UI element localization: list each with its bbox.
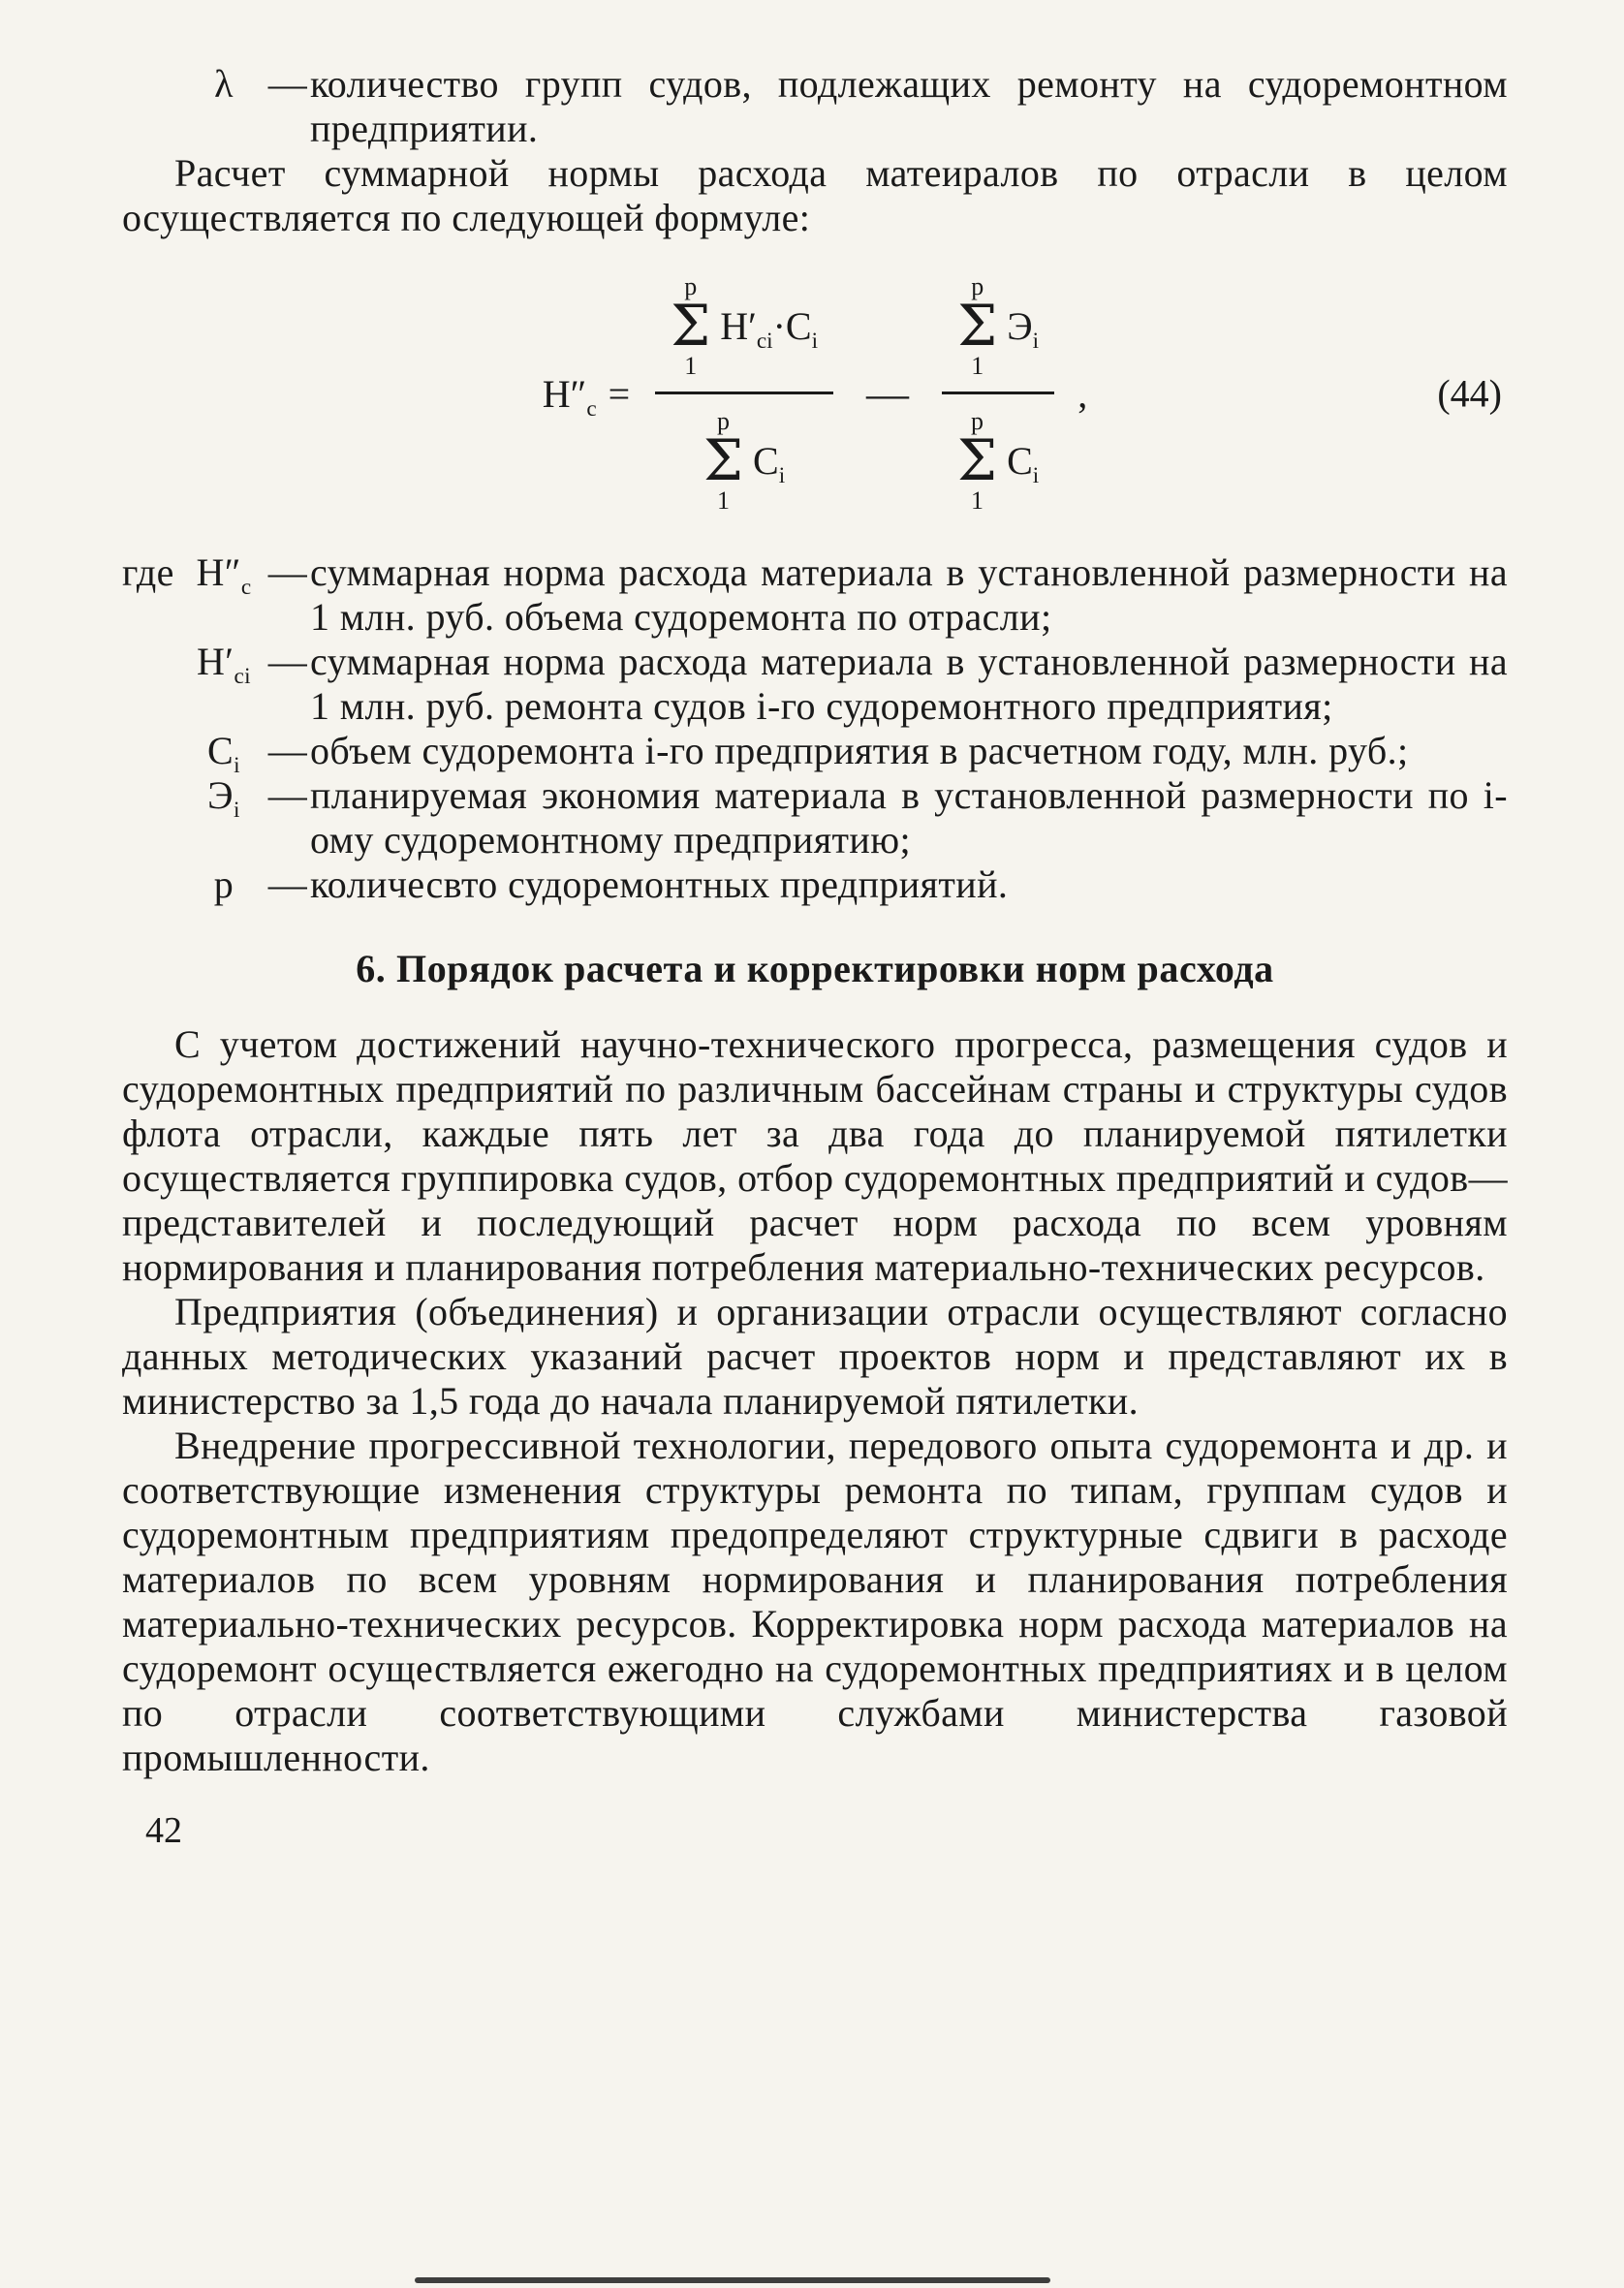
symbol-definitions-list: [122, 550, 1508, 907]
fraction-2: [942, 273, 1054, 514]
dash: —: [267, 640, 308, 684]
dash: —: [267, 773, 308, 818]
formula-lhs: [542, 371, 631, 422]
definition-row: [122, 729, 1508, 779]
section-heading: 6. Порядок расчета и корректировки норм расхода: [356, 947, 1274, 991]
symbol-subscript: i: [233, 798, 240, 824]
lambda-definition-text: количество групп судов, подлежащих ремонту на судоремонтном предприятии.: [310, 62, 1508, 150]
lambda-definition-row: [122, 62, 1508, 151]
multiplication-dot: ·: [772, 304, 786, 349]
formula-lhs-base: Н″: [542, 371, 587, 416]
section-paragraph: Внедрение прогрессивной технологии, передового опыта судоремонта и др. и соответствующие изменения структуры ремонта по типам, группам судов и судоремонтным предприятиям предопределяют структурные сдвиги в расходе материалов по всем уровням нормирования и планирования потребления материально-технических ресурсов. Корректировка норм расхода материалов на судоремонт осуществляется ежегодно на судоремонтных предприятиях и в целом по отрасли соответствующими службами министерства газовой промышленности.: [122, 1424, 1508, 1780]
sum-lower-limit: 1: [971, 486, 984, 516]
sum-upper-limit: p: [971, 406, 984, 435]
sum-lower-limit: 1: [684, 352, 698, 381]
numerator-expression: [720, 303, 819, 355]
sum-lower-limit: 1: [717, 486, 731, 516]
term-e-base: Э: [1007, 304, 1033, 349]
symbol-base: Н′: [197, 640, 234, 684]
sigma-icon: Σ: [957, 426, 998, 493]
lead-spacer: [122, 729, 182, 773]
sum-upper-limit: p: [971, 272, 984, 300]
equals-sign: =: [608, 371, 631, 416]
term-h-base: Н′: [720, 304, 757, 349]
minus-sign: —: [866, 369, 910, 418]
term-c-base: С: [785, 304, 812, 349]
scan-edge-artifact: [415, 2277, 1050, 2283]
equation-number: (44): [1437, 371, 1502, 416]
sum-upper-limit: p: [717, 406, 731, 435]
symbol-subscript: с: [240, 575, 252, 601]
dash: —: [267, 862, 308, 907]
where-word: где: [122, 550, 174, 595]
sum-symbol: [957, 273, 997, 380]
fraction-1: [655, 273, 833, 514]
sigma-icon: Σ: [957, 293, 998, 360]
symbol: [182, 862, 265, 907]
sum-lower-limit: 1: [971, 352, 984, 381]
term-h-subscript: сi: [756, 329, 773, 355]
term-e-subscript: i: [1032, 329, 1040, 355]
term-c-subscript: i: [1032, 463, 1040, 489]
formula-44: [122, 273, 1508, 514]
sum-symbol: [703, 408, 743, 515]
term-c-subscript: i: [811, 329, 819, 355]
definition-text: суммарная норма расхода материала в установленной размерности на 1 млн. руб. ремонта судов i-го судоремонтного предприятия;: [310, 640, 1508, 729]
definition-row: [122, 550, 1508, 640]
page-number: 42: [145, 1810, 182, 1852]
denominator-expression: [753, 438, 786, 489]
fraction-1-denominator: [655, 394, 833, 515]
definition-text: объем судоремонта i-го предприятия в расчетном году, млн. руб.;: [310, 729, 1409, 773]
definition-row: [122, 640, 1508, 729]
symbol: [182, 550, 265, 640]
sigma-icon: Σ: [671, 293, 711, 360]
sum-upper-limit: p: [684, 272, 698, 300]
formula-lhs-subscript: с: [586, 395, 597, 422]
definition-row: [122, 862, 1508, 907]
numerator-expression: [1007, 303, 1040, 355]
term-c-subscript: i: [778, 463, 786, 489]
dash: —: [267, 62, 308, 106]
fraction-2-denominator: [942, 394, 1054, 515]
lead-spacer: [122, 640, 182, 729]
lambda-symbol: λ: [214, 62, 234, 106]
denominator-expression: [1007, 438, 1040, 489]
sigma-icon: Σ: [703, 426, 744, 493]
symbol: [182, 729, 265, 779]
sum-symbol: [957, 408, 997, 515]
lead-spacer: [122, 862, 182, 907]
dash: —: [267, 729, 308, 773]
symbol-subscript: сi: [234, 664, 251, 690]
section-paragraph: С учетом достижений научно-технического прогресса, размещения судов и судоремонтных предприятий по различным бассейнам страны и структуры судов флота отрасли, каждые пять лет за два года до планируемой пятилетки осуществляется группировка судов, отбор судоремонтных предприятий и судов—представителей и последующий расчет норм расхода по всем уровням нормирования и планирования потребления материально-технических ресурсов.: [122, 1022, 1508, 1290]
symbol-base: С: [207, 729, 234, 773]
symbol: [182, 773, 265, 862]
definition-text: суммарная норма расхода материала в установленной размерности на 1 млн. руб. объема судоремонта по отрасли;: [310, 550, 1508, 640]
section-paragraph: Предприятия (объединения) и организации отрасли осуществляют согласно данных методических указаний расчет проектов норм и представляют их в министерство за 1,5 года до начала планируемой пятилетки.: [122, 1290, 1508, 1424]
intro-paragraph: Расчет суммарной нормы расхода матеиралов по отрасли в целом осуществляется по следующей формуле:: [122, 151, 1508, 239]
term-c-base: С: [753, 439, 779, 484]
sum-symbol: [671, 273, 710, 380]
dash: —: [267, 550, 308, 595]
symbol-base: р: [213, 862, 234, 907]
lead-spacer: [122, 773, 182, 862]
lead-spacer: [122, 62, 182, 151]
symbol-base: Н″: [196, 550, 241, 595]
fraction-1-numerator: [655, 273, 833, 394]
symbol-subscript: i: [234, 753, 240, 779]
definition-row: [122, 773, 1508, 862]
symbol: [182, 640, 265, 729]
symbol-base: Э: [207, 773, 234, 818]
formula-comma: ,: [1077, 371, 1088, 416]
definition-text: количесвто судоремонтных предприятий.: [310, 862, 1009, 907]
term-c-base: С: [1007, 439, 1033, 484]
fraction-2-numerator: [942, 273, 1054, 394]
definition-text: планируемая экономия материала в установленной размерности по i-ому судоремонтному предприятию;: [310, 773, 1508, 862]
